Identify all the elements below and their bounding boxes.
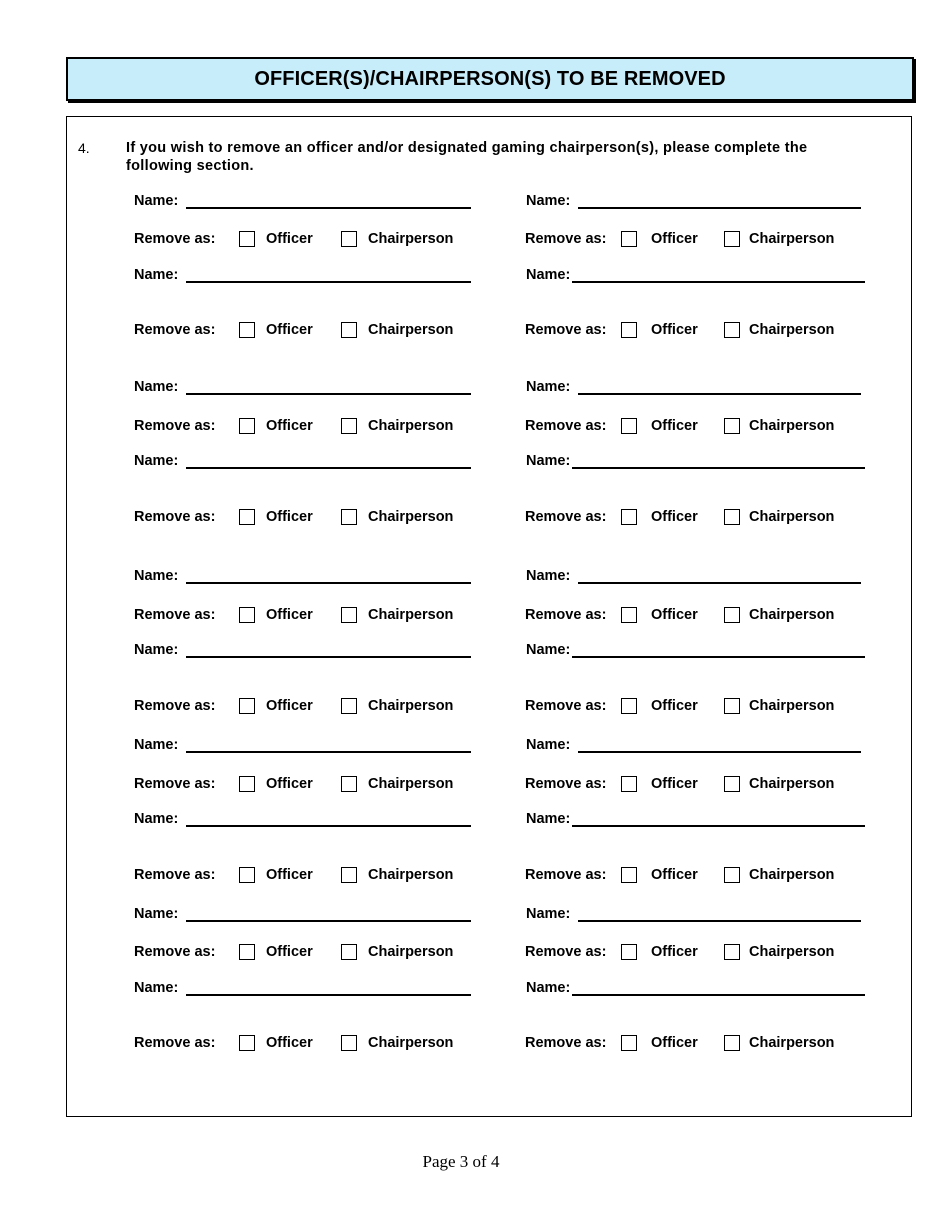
officer-label: Officer [266, 231, 313, 247]
remove-as-label: Remove as: [525, 1035, 607, 1051]
chairperson-label: Chairperson [368, 944, 454, 960]
chairperson-label: Chairperson [749, 418, 835, 434]
officer-checkbox[interactable] [621, 607, 637, 623]
name-label: Name: [134, 642, 179, 658]
chairperson-checkbox[interactable] [724, 231, 740, 247]
remove-as-label: Remove as: [134, 509, 216, 525]
chairperson-label: Chairperson [368, 418, 454, 434]
officer-checkbox[interactable] [239, 418, 255, 434]
officer-checkbox[interactable] [239, 509, 255, 525]
chairperson-label: Chairperson [368, 698, 454, 714]
remove-as-label: Remove as: [525, 322, 607, 338]
officer-label: Officer [651, 418, 698, 434]
name-label: Name: [526, 379, 571, 395]
name-field[interactable] [186, 467, 471, 469]
name-label: Name: [526, 811, 571, 827]
name-label: Name: [526, 568, 571, 584]
name-label: Name: [134, 453, 179, 469]
name-field[interactable] [186, 920, 471, 922]
name-field[interactable] [572, 656, 865, 658]
remove-as-label: Remove as: [525, 944, 607, 960]
remove-as-label: Remove as: [134, 418, 216, 434]
name-field[interactable] [572, 281, 865, 283]
name-field[interactable] [186, 393, 471, 395]
name-label: Name: [526, 737, 571, 753]
remove-as-label: Remove as: [134, 944, 216, 960]
officer-label: Officer [651, 698, 698, 714]
chairperson-checkbox[interactable] [341, 509, 357, 525]
officer-label: Officer [651, 509, 698, 525]
chairperson-checkbox[interactable] [341, 418, 357, 434]
section-title: OFFICER(S)/CHAIRPERSON(S) TO BE REMOVED [254, 67, 726, 90]
officer-label: Officer [651, 322, 698, 338]
name-field[interactable] [186, 281, 471, 283]
remove-as-label: Remove as: [134, 867, 216, 883]
name-label: Name: [134, 737, 179, 753]
officer-label: Officer [266, 418, 313, 434]
remove-as-label: Remove as: [525, 418, 607, 434]
officer-label: Officer [266, 867, 313, 883]
officer-checkbox[interactable] [621, 322, 637, 338]
name-label: Name: [134, 906, 179, 922]
chairperson-checkbox[interactable] [341, 322, 357, 338]
officer-label: Officer [266, 607, 313, 623]
chairperson-checkbox[interactable] [341, 698, 357, 714]
officer-label: Officer [266, 776, 313, 792]
chairperson-checkbox[interactable] [724, 867, 740, 883]
remove-as-label: Remove as: [134, 698, 216, 714]
chairperson-label: Chairperson [368, 1035, 454, 1051]
officer-label: Officer [651, 231, 698, 247]
officer-label: Officer [651, 607, 698, 623]
officer-checkbox[interactable] [239, 698, 255, 714]
name-field[interactable] [572, 467, 865, 469]
officer-checkbox[interactable] [621, 867, 637, 883]
name-label: Name: [134, 811, 179, 827]
officer-label: Officer [266, 509, 313, 525]
officer-checkbox[interactable] [621, 776, 637, 792]
name-label: Name: [526, 267, 571, 283]
section-instruction: If you wish to remove an officer and/or designated gaming chairperson(s), please complete the following section. [126, 140, 808, 174]
officer-label: Officer [266, 322, 313, 338]
name-field[interactable] [186, 207, 471, 209]
name-field[interactable] [578, 393, 861, 395]
chairperson-label: Chairperson [368, 231, 454, 247]
officer-checkbox[interactable] [621, 698, 637, 714]
name-field[interactable] [186, 994, 471, 996]
chairperson-checkbox[interactable] [724, 418, 740, 434]
section-title-bar [66, 57, 914, 101]
officer-checkbox[interactable] [621, 231, 637, 247]
officer-checkbox[interactable] [239, 1035, 255, 1051]
chairperson-checkbox[interactable] [341, 776, 357, 792]
officer-checkbox[interactable] [239, 231, 255, 247]
remove-as-label: Remove as: [525, 231, 607, 247]
chairperson-checkbox[interactable] [724, 1035, 740, 1051]
name-field[interactable] [186, 825, 471, 827]
chairperson-label: Chairperson [749, 509, 835, 525]
officer-label: Officer [266, 944, 313, 960]
name-label: Name: [134, 267, 179, 283]
name-field[interactable] [578, 751, 861, 753]
chairperson-checkbox[interactable] [341, 944, 357, 960]
chairperson-label: Chairperson [368, 776, 454, 792]
name-field[interactable] [578, 207, 861, 209]
remove-as-label: Remove as: [134, 231, 216, 247]
chairperson-checkbox[interactable] [341, 867, 357, 883]
name-field[interactable] [186, 751, 471, 753]
officer-label: Officer [651, 944, 698, 960]
officer-label: Officer [266, 1035, 313, 1051]
officer-checkbox[interactable] [621, 418, 637, 434]
name-field[interactable] [572, 825, 865, 827]
chairperson-label: Chairperson [368, 509, 454, 525]
officer-label: Officer [266, 698, 313, 714]
chairperson-label: Chairperson [749, 776, 835, 792]
chairperson-label: Chairperson [749, 322, 835, 338]
name-label: Name: [526, 642, 571, 658]
chairperson-checkbox[interactable] [724, 944, 740, 960]
name-field[interactable] [578, 920, 861, 922]
officer-label: Officer [651, 1035, 698, 1051]
chairperson-label: Chairperson [368, 607, 454, 623]
officer-checkbox[interactable] [621, 944, 637, 960]
officer-checkbox[interactable] [239, 867, 255, 883]
remove-as-label: Remove as: [134, 776, 216, 792]
name-label: Name: [526, 980, 571, 996]
chairperson-checkbox[interactable] [341, 1035, 357, 1051]
chairperson-checkbox[interactable] [724, 776, 740, 792]
chairperson-checkbox[interactable] [341, 607, 357, 623]
name-label: Name: [134, 568, 179, 584]
chairperson-checkbox[interactable] [724, 322, 740, 338]
officer-checkbox[interactable] [239, 322, 255, 338]
name-label: Name: [526, 906, 571, 922]
name-label: Name: [134, 193, 179, 209]
officer-label: Officer [651, 776, 698, 792]
name-field[interactable] [572, 994, 865, 996]
remove-as-label: Remove as: [525, 607, 607, 623]
section-number: 4. [78, 140, 90, 156]
officer-checkbox[interactable] [239, 944, 255, 960]
chairperson-label: Chairperson [749, 231, 835, 247]
remove-as-label: Remove as: [525, 776, 607, 792]
officer-checkbox[interactable] [239, 776, 255, 792]
chairperson-checkbox[interactable] [724, 698, 740, 714]
remove-as-label: Remove as: [525, 867, 607, 883]
officer-checkbox[interactable] [621, 509, 637, 525]
name-label: Name: [526, 193, 571, 209]
name-label: Name: [134, 379, 179, 395]
chairperson-label: Chairperson [749, 944, 835, 960]
remove-as-label: Remove as: [525, 698, 607, 714]
name-field[interactable] [186, 582, 471, 584]
name-field[interactable] [578, 582, 861, 584]
officer-checkbox[interactable] [621, 1035, 637, 1051]
chairperson-label: Chairperson [749, 867, 835, 883]
chairperson-label: Chairperson [368, 322, 454, 338]
chairperson-checkbox[interactable] [724, 607, 740, 623]
remove-as-label: Remove as: [525, 509, 607, 525]
chairperson-checkbox[interactable] [341, 231, 357, 247]
name-field[interactable] [186, 656, 471, 658]
remove-as-label: Remove as: [134, 1035, 216, 1051]
page-number: Page 3 of 4 [422, 1152, 500, 1171]
chairperson-label: Chairperson [749, 698, 835, 714]
name-label: Name: [134, 980, 179, 996]
chairperson-label: Chairperson [749, 607, 835, 623]
officer-label: Officer [651, 867, 698, 883]
chairperson-label: Chairperson [368, 867, 454, 883]
chairperson-label: Chairperson [749, 1035, 835, 1051]
name-label: Name: [526, 453, 571, 469]
remove-as-label: Remove as: [134, 607, 216, 623]
officer-checkbox[interactable] [239, 607, 255, 623]
remove-as-label: Remove as: [134, 322, 216, 338]
chairperson-checkbox[interactable] [724, 509, 740, 525]
